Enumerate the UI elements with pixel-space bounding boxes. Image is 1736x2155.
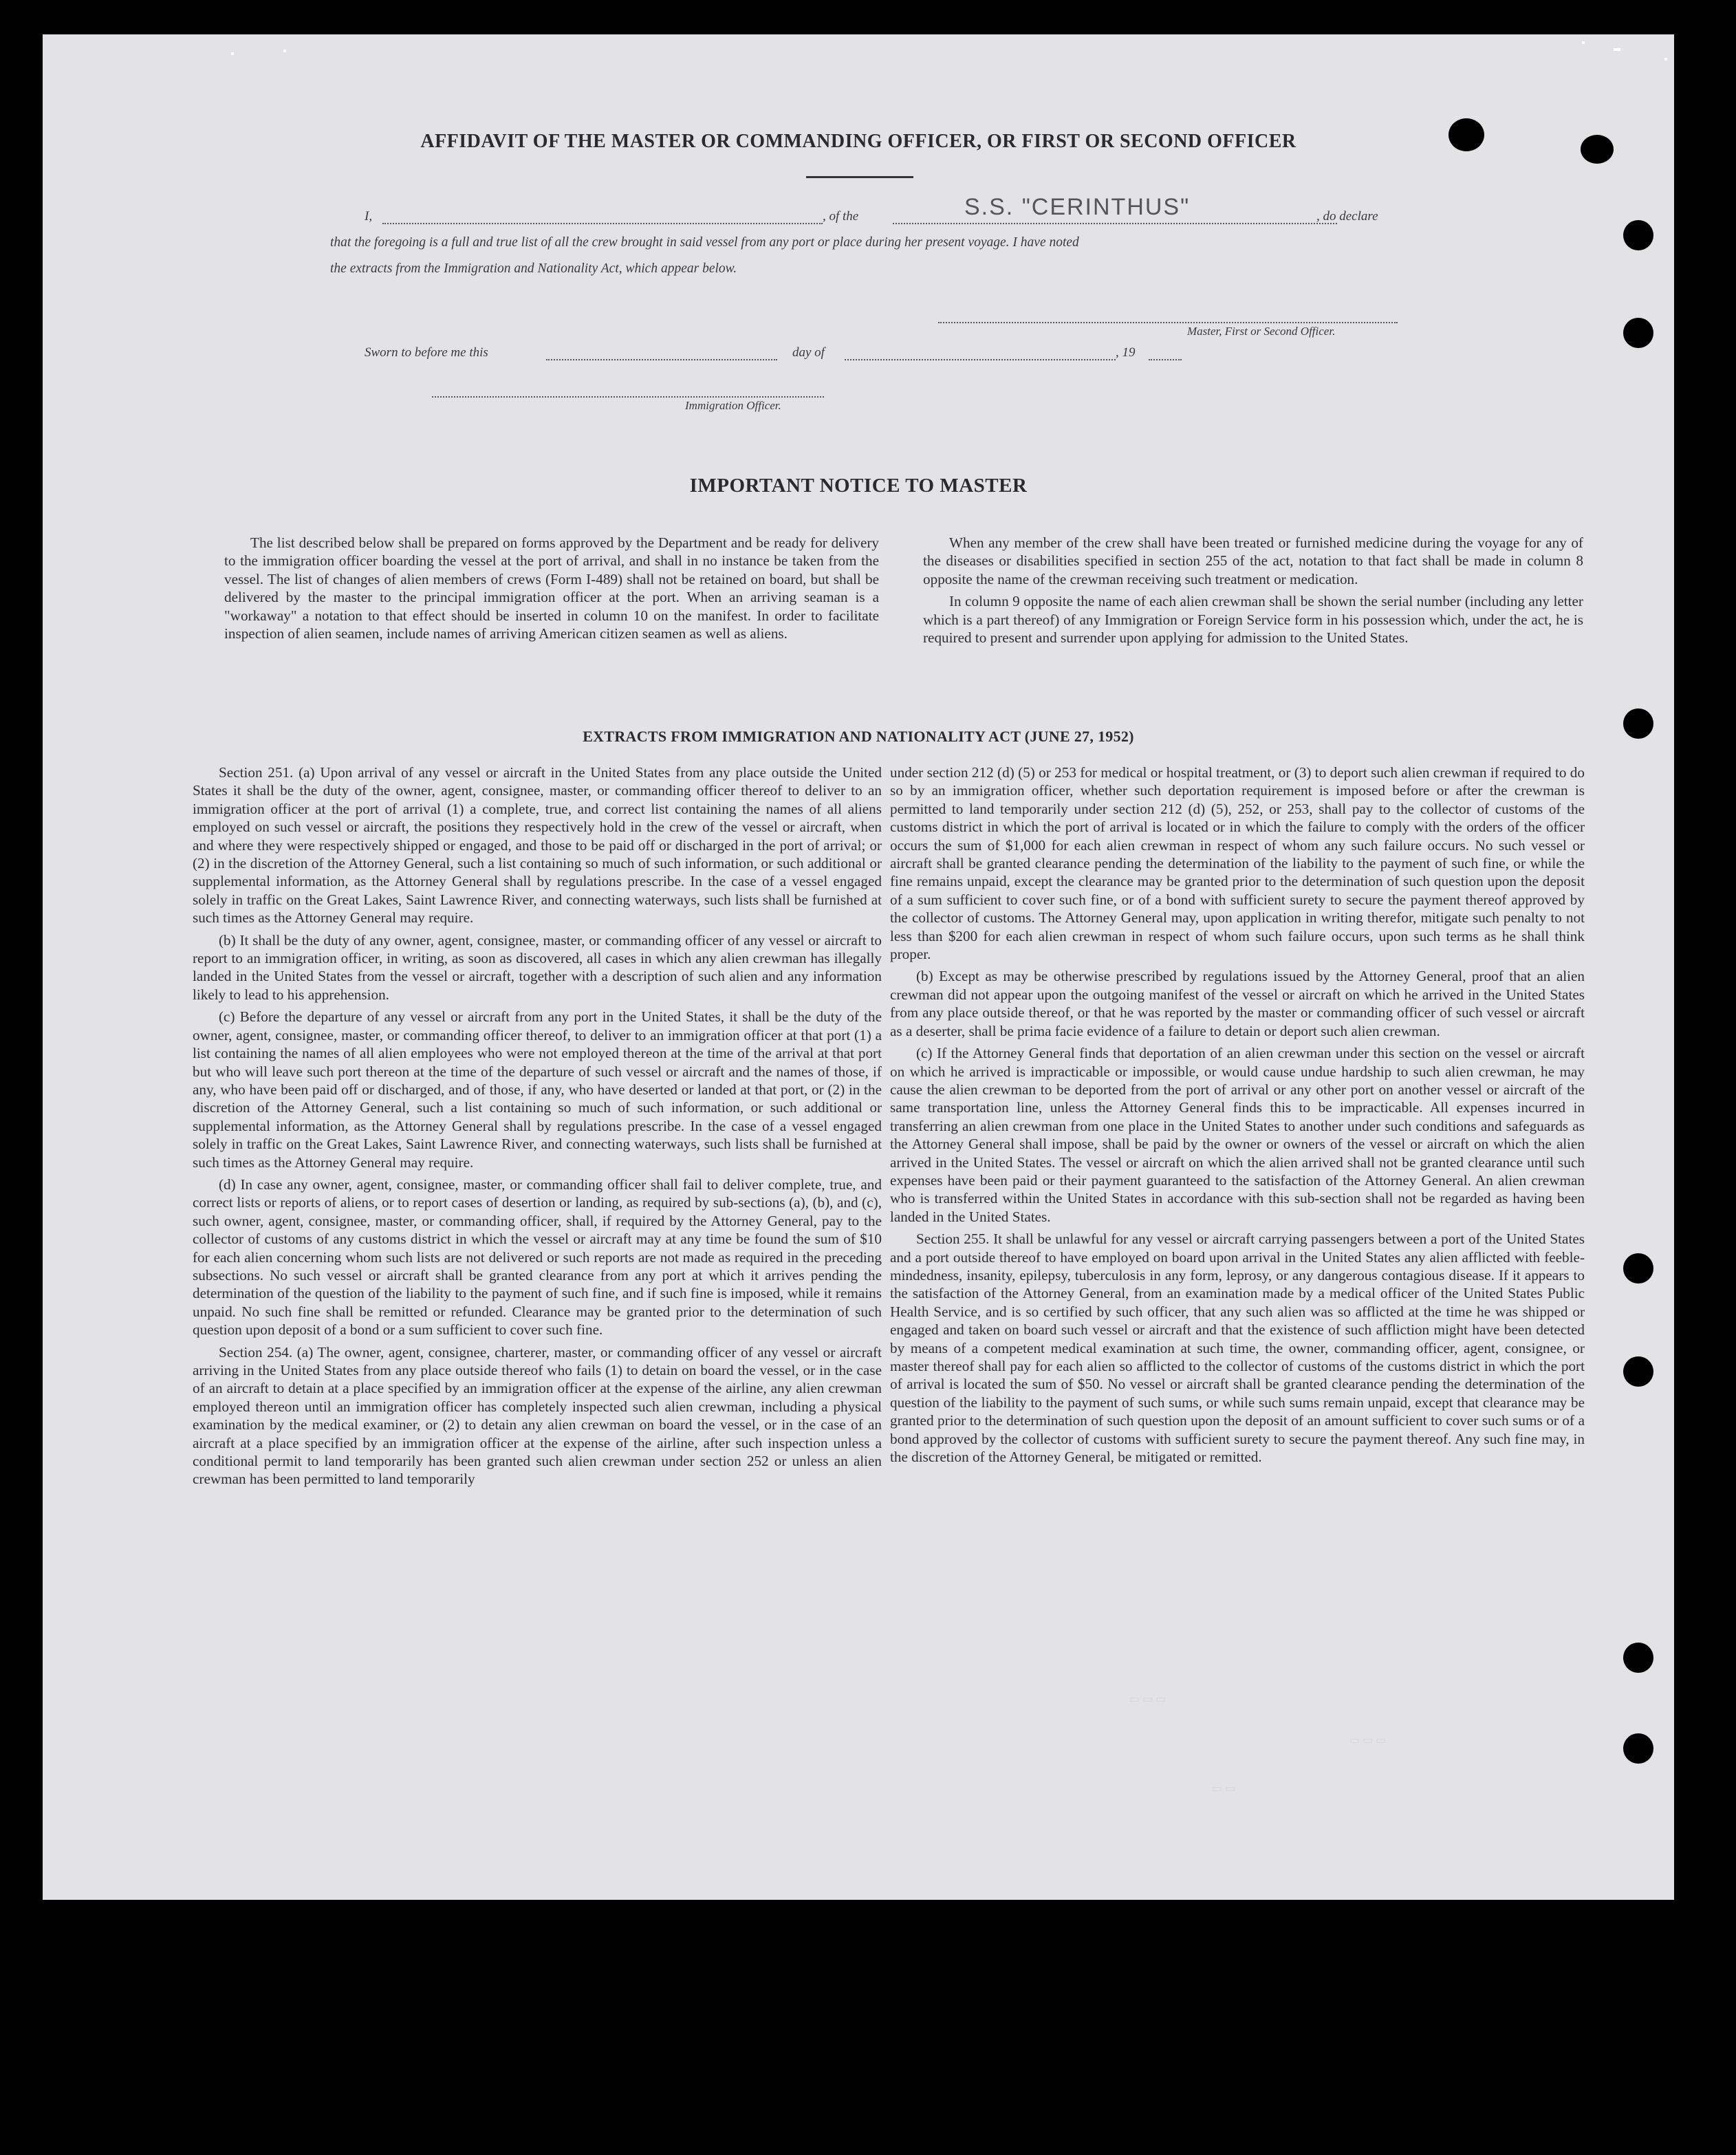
affidavit-title: AFFIDAVIT OF THE MASTER OR COMMANDING OFFICER, OR FIRST OR SECOND OFFICER [420,131,1296,152]
section-254-c: (c) If the Attorney General finds that deportation of an alien crewman under this section on the vessel or aircraft on which he arrived is impracticable or impossible, or would cause undue hardship to such alien crewman, he may cause the alien crewman to be deported from the port of arrival or any other port on another vessel or aircraft of the same transportation line, unless the Attorney General finds this to be impracticable. All expenses incurred in transferring an alien crewman from one place in the United States to another under such conditions and safeguards as the Attorney General shall impose, shall be paid by the owner or owners of the vessel or aircraft on which the alien arrived in the United States. The vessel or aircraft on which the alien arrived shall not be granted clearance until such expenses have been paid or their payment guaranteed to the satisfaction of the Attorney General. An alien crewman who is transferred within the United States in accordance with this sub-section shall not be regarded as having been landed in the United States. [890,1045,1585,1225]
notice-right-paragraph-2: In column 9 opposite the name of each alien crewman shall be shown the serial number (including any letter which is a part thereof) of any Immigration or Foreign Service form in his possession which, under the act, he is required to present and surrender upon applying for admission to the United States. [923,593,1583,647]
declare-label: , do declare [1316,209,1378,224]
punch-hole [1623,708,1653,739]
edge-speck [1614,48,1620,51]
vessel-blank [893,223,1337,224]
section-255: Section 255. It shall be unlawful for any vessel or aircraft carrying passengers between a port of the United States and a port outside thereof to have employed on board upon arrival in the United States any alien afflicted with feeble-mindedness, insanity, epilepsy, tuberculosis in any form, leprosy, or any dangerous contagious disease. If it appears to the satisfaction of the Attorney General, from an examination made by a medical officer of the United States Public Health Service, and is so certified by such officer, that any such alien was so afflicted at the time he was shipped or engaged and taken on board such vessel or aircraft and that the existence of such affliction might have been detected by means of a competent medical examination at such time, the owner, commanding officer, agent, consignee, or master thereof shall pay for each alien so afflicted to the collector of customs of the customs district in which the port of arrival is located the sum of $50. No vessel or aircraft shall be granted clearance pending the determination of the question of the liability to the payment of such sums, or while such sums remain unpaid, except that clearance may be granted prior to the determination of such question upon the deposit of an amount sufficient to cover such sums or of a bond approved by the collector of customs with sufficient surety to secure the payment thereof. Any such fine may, in the discretion of the Attorney General, be mitigated or remitted. [890,1231,1585,1466]
sworn-day-blank[interactable] [546,359,777,360]
notice-left-paragraph: The list described below shall be prepared on forms approved by the Department and be ready for delivery to the immigration officer boarding the vessel at the port of arrival, and shall in no instance be taken from the vessel. The list of changes of alien members of crews (Form I-489) shall not be retained on board, but shall be delivered by the master to the principal immigration officer at the port. When an arriving seaman is a "workaway" a notation to that effect should be inserted in column 10 on the manifest. In order to facilitate inspection of alien seamen, include names of arriving American citizen seamen as well as aliens. [224,534,879,642]
punch-hole [1623,1253,1653,1284]
punch-hole [1623,1733,1653,1764]
extracts-title: EXTRACTS FROM IMMIGRATION AND NATIONALITY ACT (JUNE 27, 1952) [583,728,1134,745]
document-page [43,34,1674,1900]
name-blank[interactable] [382,223,823,224]
master-signature-blank[interactable] [938,322,1398,323]
of-the-label: , of the [823,209,859,224]
notice-right-column [923,534,1583,651]
section-251-d: (d) In case any owner, agent, consignee, master, or commanding officer shall fail to deliver complete, true, and correct lists or reports of aliens, or to report cases of desertion or landing, as required by sub-sections (a), (b), and (c), such owner, agent, consignee, master, or commanding officer, shall, if required by the Attorney General, pay to the collector of customs of any customs district in which the vessel or aircraft may at any time be found the sum of $10 for each alien concerning whom such lists are not delivered or such reports are not made as required in the preceding subsections. No such vessel or aircraft shall be granted clearance from any port at which it arrives pending the determination of the question of the liability to the payment of such fine, and if such fine is imposed, while it remains unpaid. No such fine shall be remitted or refunded. Clearance may be granted prior to the determination of such question upon deposit of a bond or a sum sufficient to cover such fine. [193,1176,882,1339]
day-of-label: day of [792,345,825,360]
edge-speck [1664,58,1667,61]
year-label: , 19 [1116,345,1136,360]
sworn-label: Sworn to before me this [365,345,488,360]
section-251-a: Section 251. (a) Upon arrival of any vessel or aircraft in the United States from any place outside the United States it shall be the duty of the owner, agent, consignee, master, or commanding officer thereof to deliver to an immigration officer at the port of arrival (1) a complete, true, and correct list containing the names of all aliens employed on such vessel or aircraft, the positions they respectively hold in the crew of the vessel or aircraft, when and where they were respectively shipped or engaged, and those to be paid off or discharged in the port of arrival; or (2) in the discretion of the Attorney General, such a list containing so much of such information, or such additional or supplemental information, as the Attorney General shall by regulations prescribe. In the case of a vessel engaged solely in traffic on the Great Lakes, Saint Lawrence River, and connecting waterways, such lists shall be furnished at such times as the Attorney General may require. [193,764,882,927]
notice-right-paragraph-1: When any member of the crew shall have been treated or furnished medicine during the voyage for any of the diseases or disabilities specified in section 255 of the act, notation to that fact shall be made in column 8 opposite the name of the crewman receiving such treatment or medication. [923,534,1583,587]
sworn-year-blank[interactable] [1149,359,1182,360]
title-rule [806,176,913,178]
edge-speck [1582,41,1585,44]
edge-speck [283,50,286,52]
bleed-through-mark: ▭ ▭ ▭ [1349,1735,1387,1746]
officer-label: Immigration Officer. [685,399,781,412]
bleed-through-mark: ▭ ▭ ▭ [1129,1693,1167,1705]
section-251-c: (c) Before the departure of any vessel or aircraft from any port in the United States, it shall be the duty of the owner, agent, consignee, master, or commanding officer thereof, to deliver to an immigration officer at that port (1) a list containing the names of all alien employees who were not employed thereon at the time of the arrival at that port but who will leave such port thereon at the time of the departure of such vessel or aircraft and the names of those, if any, who have been paid off or discharged, and of those, if any, who have deserted or landed at that port, or (2) in the discretion of the Attorney General, such a list containing so much of such information, or such additional or supplemental information, as the Attorney General shall by regulations prescribe. In the case of a vessel engaged solely in traffic on the Great Lakes, Saint Lawrence River, and connecting waterways, such lists shall be furnished at such times as the Attorney General may require. [193,1008,882,1171]
notice-title: IMPORTANT NOTICE TO MASTER [689,475,1028,497]
sworn-month-blank[interactable] [845,359,1116,360]
officer-signature-blank[interactable] [432,396,824,398]
master-label: Master, First or Second Officer. [1187,325,1336,338]
notice-left-column [224,534,879,647]
i-label: I, [365,209,373,224]
edge-speck [231,52,234,55]
section-251-b: (b) It shall be the duty of any owner, agent, consignee, master, or commanding officer of any vessel or aircraft to report to an immigration officer, in writing, as soon as discovered, all cases in which any alien crewman has illegally landed in the United States from the vessel or aircraft, together with a description of such alien and any information likely to lead to his apprehension. [193,931,882,1003]
extracts-right-column [890,730,1585,1714]
punch-hole [1623,1356,1653,1387]
punch-hole [1623,318,1653,348]
bleed-through-mark: ▭ ▭ [1212,1783,1236,1795]
section-254-b: (b) Except as may be otherwise prescribed by regulations issued by the Attorney General, proof that an alien crewman did not appear upon the outgoing manifest of the vessel or aircraft on which he arrived in the United States from any place outside thereof, or that he was reported by the master or commanding officer of such vessel or aircraft as a deserter, shall be prima facie evidence of a failure to detain or deport such alien crewman. [890,968,1585,1039]
section-254-a: Section 254. (a) The owner, agent, consignee, charterer, master, or commanding officer of any vessel or aircraft arriving in the United States from any place outside thereof who fails (1) to detain on board the vessel, or in the case of an aircraft to detain at a place specified by an immigration officer at the expense of the airline, any alien crewman employed thereon until an immigration officer has completely inspected such alien crewman, including a physical examination by the medical examiner, or (2) to detain any alien crewman on board the vessel, or in the case of an aircraft at a place specified by an immigration officer at the expense of the airline, after such inspection unless a conditional permit to land temporarily has been granted such alien crewman under section 252 or unless an alien crewman has been permitted to land temporarily [193,1343,882,1488]
punch-hole [1449,118,1484,151]
vessel-name-stamp: S.S. "CERINTHUS" [964,194,1191,220]
punch-hole [1623,1643,1653,1673]
section-254-a-continued: under section 212 (d) (5) or 253 for medical or hospital treatment, or (3) to deport such alien crewman if required to do so by an immigration officer, whether such deportation requirement is imposed before or after the crewman is permitted to land temporarily under section 212 (d) (5), 252, or 253, shall pay to the collector of customs of the customs district in which the port of arrival is located or in which the failure to comply with the orders of the officer occurs the sum of $1,000 for each alien crewman in respect of whom any such failure occurs. No such vessel or aircraft shall be granted clearance pending the determination of the liability to the payment of such fine, or while the fine remains unpaid, except the clearance may be granted prior to the determination of such question upon the deposit of a sum sufficient to cover such fine, or of a bond with sufficient surety to secure the payment thereof approved by the collector of customs. The Attorney General may, upon application in writing therefor, mitigate such penalty to not less than $200 for each alien crewman in respect of whom such failure occurs, upon such terms as he shall think proper. [890,764,1585,963]
extracts-left-column [193,730,882,1714]
statement-line-2: the extracts from the Immigration and Nationality Act, which appear below. [330,261,737,276]
punch-hole [1581,135,1614,164]
statement-line-1: that the foregoing is a full and true list of all the crew brought in said vessel from any port or place during her present voyage. I have noted [330,235,1079,250]
punch-hole [1623,220,1653,250]
